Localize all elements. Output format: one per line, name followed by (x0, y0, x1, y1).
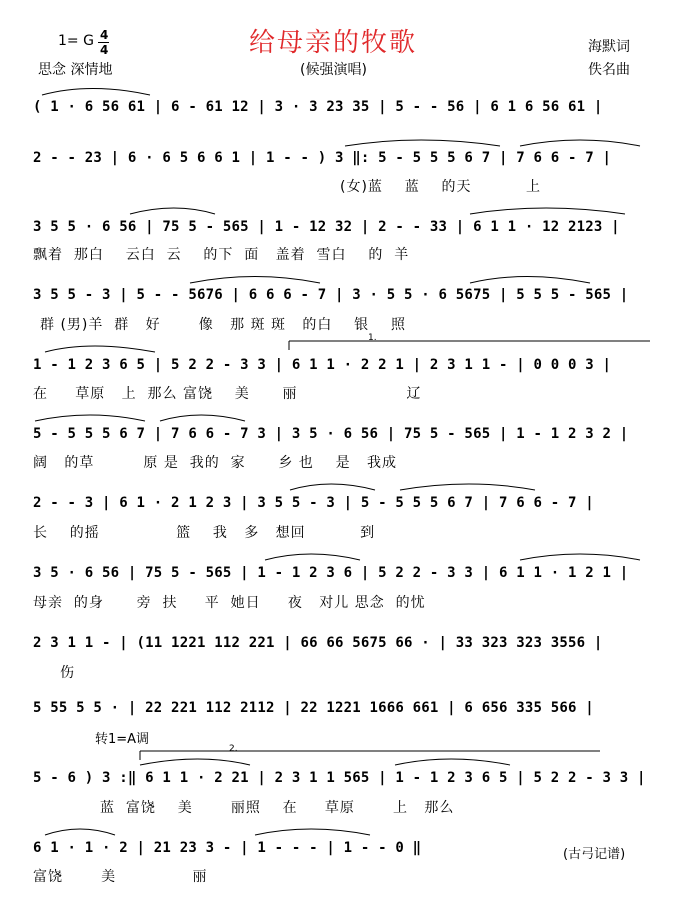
score-row-1-notes: ( 1 · 6 56 61 | 6 - 61 12 | 3 · 3 23 35 | 5 - - 56 | 6 1 6 56 61 | (33, 99, 603, 115)
singer: (候强演唱) (300, 62, 367, 78)
score-row-12-notes: 6 1 · 1 · 2 | 21 23 3 - | 1 - - - | 1 - - 0 ‖ (33, 840, 422, 856)
key-change-note: 转1=A调 (95, 732, 150, 747)
composer: 佚名曲 (588, 62, 630, 78)
volta-1-label: 1. (368, 333, 377, 343)
slur (35, 415, 145, 421)
score-row-7-lyrics: 长 的摇 篮 我 多 想回 到 (33, 525, 376, 541)
score-row-8-lyrics: 母亲 的身 旁 扶 平 她日 夜 对儿 思念 的忧 (33, 595, 426, 611)
score-row-2-lyrics: (女)蓝 蓝 的天 上 (340, 179, 542, 195)
score-row-4-notes: 3 5 5 - 3 | 5 - - 5676 | 6 6 6 - 7 | 3 · 5 5 · 6 5675 | 5 5 5 - 565 | (33, 287, 629, 303)
slur (395, 759, 510, 765)
slur (140, 759, 250, 765)
score-row-11-lyrics: 蓝 富饶 美 丽照 在 草原 上 那么 (100, 800, 455, 816)
time-signature-top: 4 (100, 28, 109, 42)
slur (45, 829, 115, 835)
score-row-7-notes: 2 - - 3 | 6 1 · 2 1 2 3 | 3 5 5 - 3 | 5 - 5 5 5 6 7 | 7 6 6 - 7 | (33, 495, 594, 511)
score-row-5-notes: 1 - 1 2 3 6 5 | 5 2 2 - 3 3 | 6 1 1 · 2 2 1 | 2 3 1 1 - | 0 0 0 3 | (33, 357, 612, 373)
time-signature-bottom: 4 (100, 43, 109, 57)
score-row-12-lyrics: 富饶 美 丽 (33, 869, 208, 885)
transcriber-credit: (古弓记谱) (563, 847, 626, 862)
slur (400, 484, 535, 490)
score-row-4-lyrics: 群 (男)羊 群 好 像 那 斑 斑 的白 银 照 (40, 317, 406, 333)
slur (265, 554, 360, 560)
lyricist: 海默词 (588, 39, 630, 55)
slur (130, 208, 215, 214)
score-row-10-notes: 5 55 5 5 · | 22 221 112 2112 | 22 1221 1666 661 | 6 656 335 566 | (33, 700, 594, 716)
score-row-3-lyrics: 飘着 那白 云白 云 的下 面 盖着 雪白 的 羊 (33, 247, 410, 263)
slur (190, 277, 320, 284)
score-row-8-notes: 3 5 · 6 56 | 75 5 - 565 | 1 - 1 2 3 6 | 5 2 2 - 3 3 | 6 1 1 · 1 2 1 | (33, 565, 629, 581)
page-title: 给母亲的牧歌 (249, 28, 418, 58)
key-signature: 1= G (58, 33, 94, 49)
slur (290, 484, 375, 490)
score-row-6-notes: 5 - 5 5 5 6 7 | 7 6 6 - 7 3 | 3 5 · 6 56 | 75 5 - 565 | 1 - 1 2 3 2 | (33, 426, 629, 442)
slur (520, 140, 640, 146)
score-row-9-lyrics: 伤 (60, 665, 75, 681)
slur (520, 554, 640, 560)
score-row-11-notes: 5 - 6 ) 3 :‖ 6 1 1 · 2 21 | 2 3 1 1 565 | 1 - 1 2 3 6 5 | 5 2 2 - 3 3 | (33, 770, 646, 786)
score-row-9-notes: 2 3 1 1 - | (11 1221 112 221 | 66 66 5675 66 · | 33 323 323 3556 | (33, 635, 603, 651)
slur (160, 415, 245, 421)
slur (470, 208, 625, 214)
score-row-5-lyrics: 在 草原 上 那么 富饶 美 丽 辽 (33, 386, 422, 402)
volta-2-label: 2. (229, 744, 238, 754)
score-row-3-notes: 3 5 5 · 6 56 | 75 5 - 565 | 1 - 12 32 | 2 - - 33 | 6 1 1 · 12 2123 | (33, 219, 620, 235)
score-row-2-notes: 2 - - 23 | 6 · 6 5 6 6 1 | 1 - - ) 3 ‖: 5 - 5 5 5 6 7 | 7 6 6 - 7 | (33, 150, 612, 166)
score-row-6-lyrics: 阔 的草 原 是 我的 家 乡 也 是 我成 (33, 455, 397, 471)
slur (42, 89, 150, 96)
slur (45, 346, 155, 352)
expression-mark: 思念 深情地 (38, 62, 113, 78)
slur (255, 829, 370, 835)
slur (470, 277, 590, 284)
slur (345, 140, 500, 146)
